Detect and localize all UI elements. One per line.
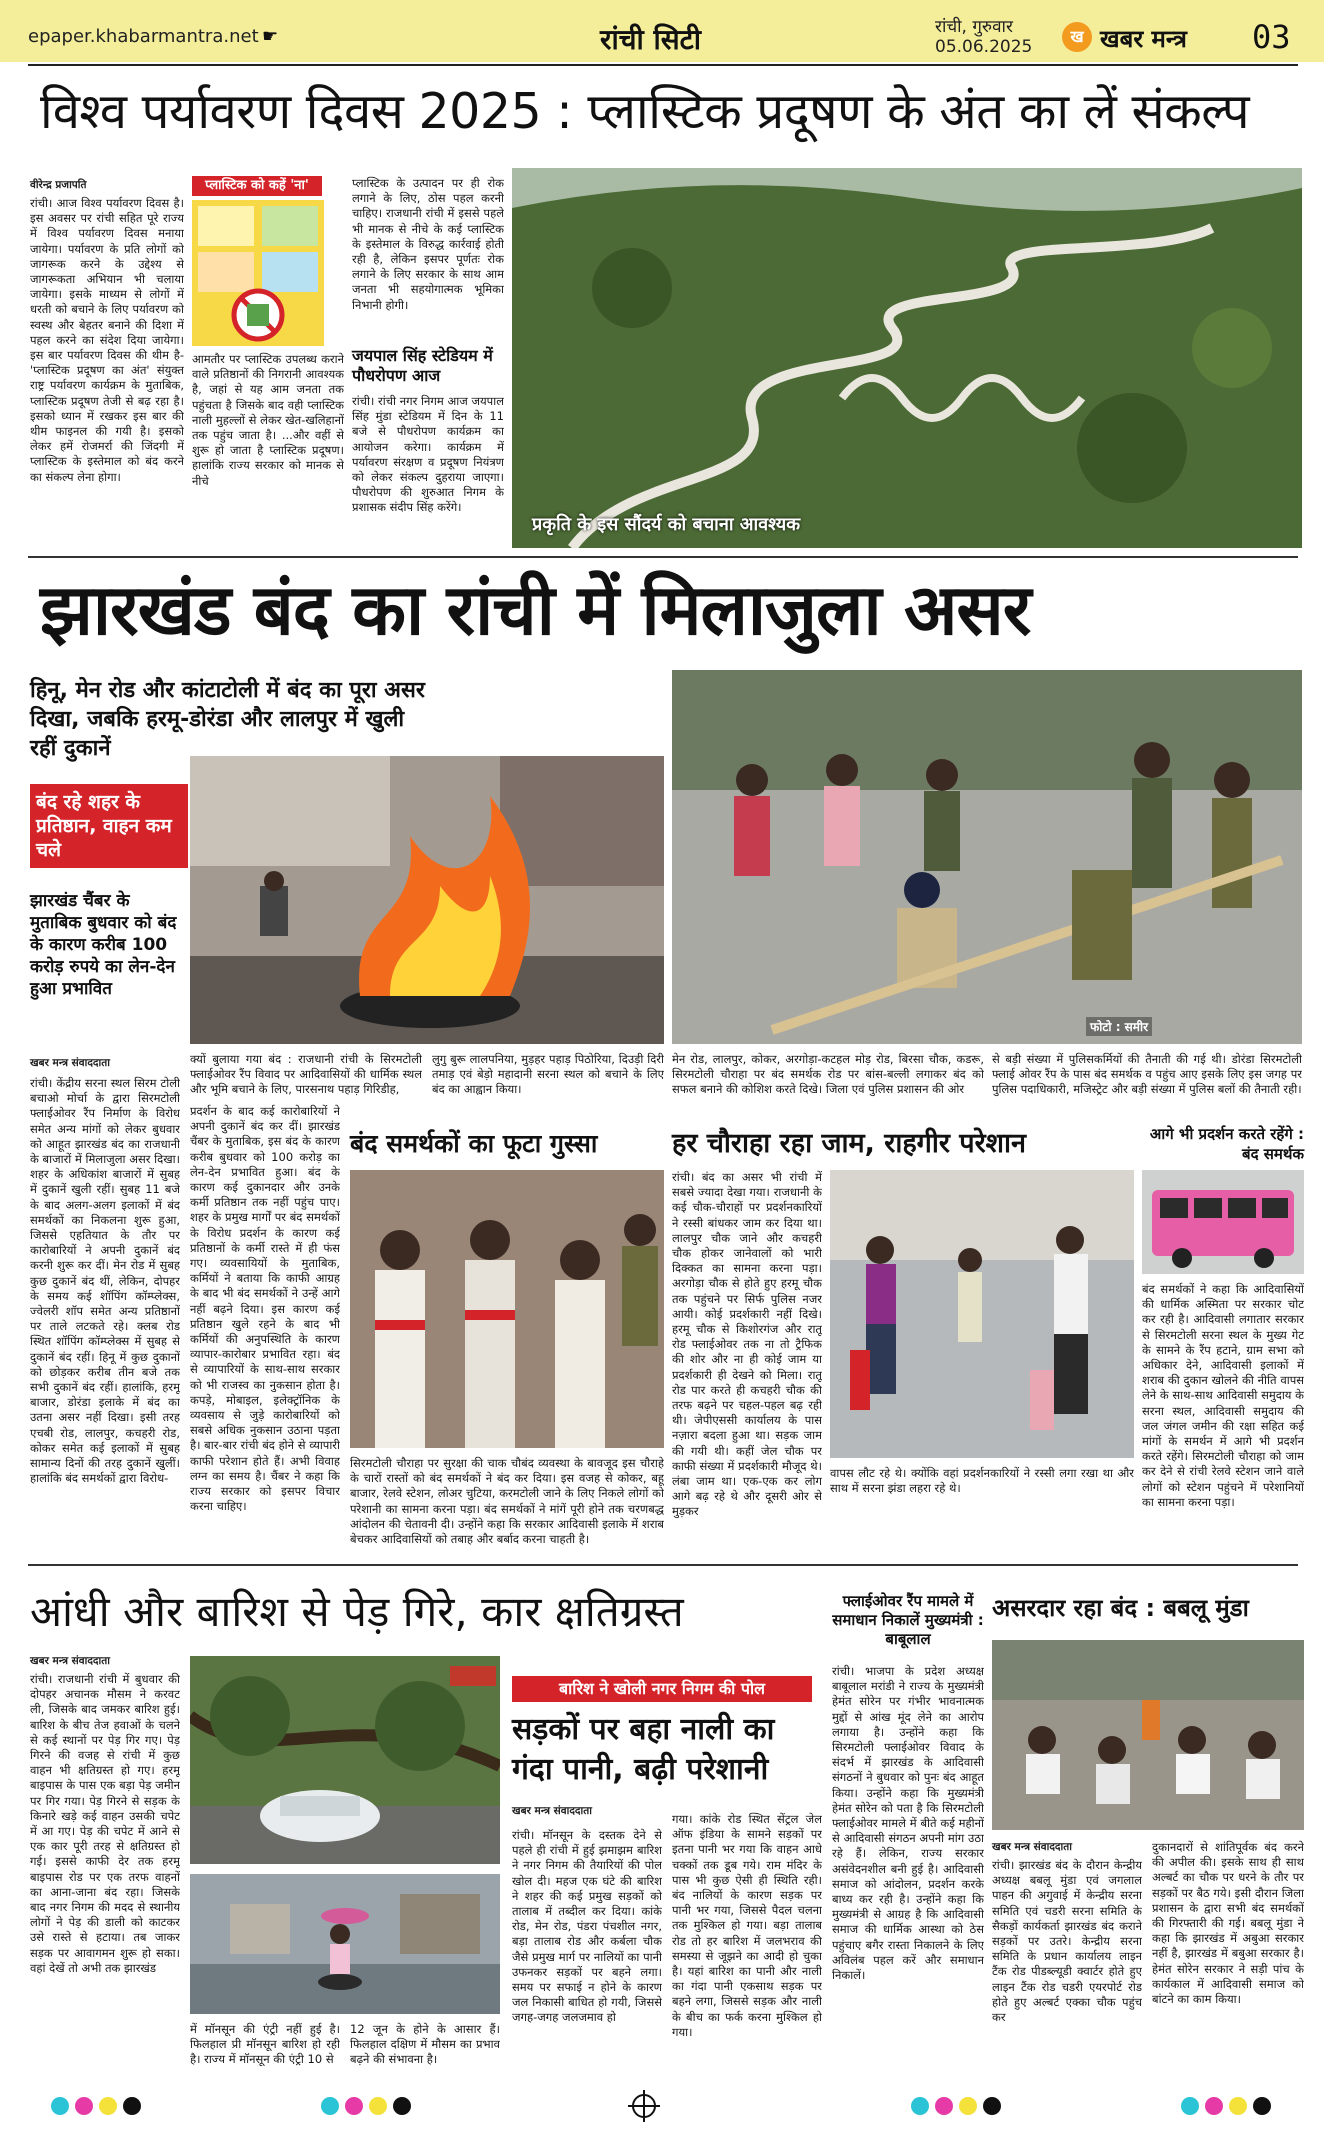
sit-in-photo [992, 1640, 1304, 1830]
fallen-tree-photo [190, 1656, 500, 1864]
story3-col1: रांची। राजधानी रांची में बुधवार की दोपहर अचानक मौसम ने करवट ली, जिसके बाद जमकर बारिश हुई। बारिश के बीच तेज हवाओं के चलने से कई स्थानों पर पेड़ गिर गए। पेड़ गिरने की वजह से रांची में कुछ वाहन भी क्षतिग्रस्त हो गए। हरमू बाइपास के पास एक बड़ा पेड़ जमीन पर गिर गया। पेड़ गिरने से सड़क के किनारे खड़े कई वाहन उसकी चपेट में आ गए। पेड़ की चपेट में आने से एक कार पूरी तरह से क्षतिग्रस्त हो गई। इससे काफी देर तक हरमू बाइपास रोड पर एक तरफ वाहनों का आना-जाना बंद रहा। जिसके बाद नगर निगम की मदद से स्थानीय लोगों ने पेड़ की डाली को काटकर उसे रास्ते से हटाया। तब जाकर सड़क पर आवागमन शुरू हो सका। वहां देखें तो अभी तक झारखंड [30, 1672, 180, 1975]
rain-scooter-photo [190, 1874, 500, 2014]
story3-bottom-b: 12 जून के होने के आसार हैं। फिलहाल दक्षिण में मौसम का प्रभाव बढ़ने की संभावना है। [350, 2022, 500, 2067]
boxC-text: बंद समर्थकों ने कहा कि आदिवासियों की धार्मिक अस्मिता पर सरकार चोट कर रही है। आदिवासी लगातार सरकार से सिरमटोली सरना स्थल के मुख्य गेट के सामने के रैंप हटाने, ग्राम सभा को अधिकार देने, आदिवासी इलाकों में शराब की दुकान खोलने की नीति वापस लेने के साथ-साथ आदिवासी समुदाय के सरना स्थल, आदिवासी समुदाय की जल जंगल जमीन की रक्षा सहित कई मांगों के समर्थन में आगे भी प्रदर्शन करते रहेंगे। सिरमटोली चौराहा को जाम कर देने से रांची रेलवे स्टेशन जाने वाले लोगों को स्टेशन पहुंचने में परेशानियों का सामना करना पड़ा। [1142, 1282, 1304, 1509]
boxB-text2: वापस लौट रहे थे। क्योंकि वहां प्रदर्शनकारियों ने रस्सी लगा रखा था और साथ में सरना झंडा लहरा रहे थे। [830, 1466, 1134, 1496]
page-number: 03 [1252, 18, 1291, 56]
story1-subhead: जयपाल सिंह स्टेडियम में पौधरोपण आज [352, 346, 493, 385]
protest-crowd-photo [350, 1170, 664, 1448]
story2-red-box: बंद रहे शहर के प्रतिष्ठान, वाहन कम चले [30, 784, 188, 868]
story2-strip-d: से बड़ी संख्या में पुलिसकर्मियों की तैनाती की गई थी। डोरंडा सिरमटोली फ्लाई ओवर रैंप के पास बंद समर्थक व पहुंच आए इसके लिए इस जगह पर पुलिस पदाधिकारी, मजिस्ट्रेट और बड़ी संख्या में पुलिस बलों की तैनाती रही। [992, 1052, 1302, 1097]
masthead-date: 05.06.2025 [935, 37, 1033, 57]
story4-headline: सड़कों पर बहा नाली का गंदा पानी, बढ़ी परेशानी [512, 1712, 775, 1787]
story2-strip-a: क्यों बुलाया गया बंद : राजधानी रांची के सिरमटोली फ्लाईओवर रैंप विवाद पर आदिवासियों की धार्मिक स्थल और भूमि बचाने के लिए, पारसनाथ पहाड़ गिरिडीह, [190, 1052, 422, 1097]
plastic-infographic [192, 200, 324, 346]
story5-text: रांची। भाजपा के प्रदेश अध्यक्ष बाबूलाल मरांडी ने राज्य के मुख्यमंत्री हेमंत सोरेन पर गंभीर भावनात्मक मुद्दों से आंख मूंद लेने का आरोप लगाया है। उन्होंने कहा कि सिरमटोली फ्लाईओवर विवाद के संदर्भ में झारखंड के आदिवासी संगठनों ने बुधवार को पुनः बंद आहूत किया। उन्होंने कहा कि मुख्यमंत्री हेमंत सोरेन को पता है कि सिरमटोली फ्लाईओवर मामले में बीते कई महीनों से आदिवासी संगठन अपनी मांग उठा रहे हैं। लेकिन, राज्य सरकार असंवेदनशील बनी हुई है। आदिवासी समाज को आंदोलन, प्रदर्शन करके बाध्य कर रही है। उन्होंने कहा कि मुख्यमंत्री से आग्रह है कि आदिवासी समाज की धार्मिक आस्था को ठेस पहुंचाए बगैर रास्ता निकालने के लिए अविलंब पहल करें और समाधान निकालें। [832, 1664, 984, 1983]
story2-pullquote: झारखंड चैंबर के मुताबिक बुधवार को बंद के कारण करीब 100 करोड़ रुपये का लेन-देन हुआ प्रभावित [30, 891, 177, 999]
story4-col1: रांची। मॉनसून के दस्तक देने से पहले ही रांची में हुई झमाझम बारिश ने नगर निगम की तैयारियों की पोल खोल दी। महज एक घंटे की बारिश ने शहर की कई प्रमुख सड़कों को तालाब में तब्दील कर दिया। कांके रोड, मेन रोड, पंडरा पंचशील नगर, बड़ा तालाब रोड और कर्बला चौक जैसे प्रमुख मार्ग पर नालियों का पानी उफनकर सड़कों पर बहने लगा। समय पर सफाई न होने के कारण जल निकासी बाधित हो गयी, जिससे जगह-जगह जलजमाव हो [512, 1828, 662, 2025]
story4-byline: खबर मन्त्र संवाददाता [512, 1805, 592, 1817]
story2-strip-b: लुगु बुरू लालपनिया, मुड़हर पहाड़ पिठोरिया, दिउड़ी दिरी तमाड़ एवं बेड़ो महादानी सरना स्थल को बचाने के लिए बंद का आह्वान किया। [432, 1052, 664, 1097]
story6-headline: असरदार रहा बंद : बबलू मुंडा [992, 1594, 1249, 1622]
story1-byline: वीरेन्द्र प्रजापति [30, 179, 87, 191]
photo-credit: फोटो : समीर [1086, 1017, 1152, 1036]
story1-col2-bottom: आमतौर पर प्लास्टिक उपलब्ध कराने वाले प्रतिष्ठानों की निगरानी आवश्यक है, जहां से यह आम जनता तक पहुंचता है जिसके बाद वही प्लास्टिक नाली मुहल्लों से लेकर खेत-खलिहानों तक पहुंच जाता है। ...और वहीं से शुरू हो जाता है प्लास्टिक प्रदूषण। हालांकि राज्य सरकार को मानक से नीचे [192, 352, 344, 488]
story4-tag: बारिश ने खोली नगर निगम की पोल [512, 1676, 812, 1702]
cursor-icon: ☛ [262, 26, 279, 47]
story6-col1: रांची। झारखंड बंद के दौरान केन्द्रीय अध्यक्ष बबलू मुंडा एवं जगलाल पाहन की अगुवाई में केन्द्रीय सरना समिति एवं चडरी सरना समिति के सैकड़ों कार्यकर्ता झारखंड बंद कराने सड़कों पर उतरे। केन्द्रीय सरना समिति के प्रधान कार्यालय लाइन टैंक रोड पीडब्ल्यूडी क्वार्टर होते हुए लाइन टैंक रोड चडरी एयरपोर्ट रोड होते हुए अल्बर्ट एक्का चौक पहुंच कर [992, 1858, 1142, 2025]
story6-col2: दुकानदारों से शांतिपूर्वक बंद करने की अपील की। इसके साथ ही साथ अल्बर्ट का चौक पर धरने के तौर पर सड़कों पर बैठ गये। इसी दौरान जिला प्रशासन के द्वारा सभी बंद समर्थकों की गिरफ्तारी की गई। बबलू मुंडा ने कहा कि झारखंड में अबुआ सरकार नहीं है, झारखंड में बबुआ सरकार है। हेमंत सोरेन सरकार ने सड़ी पांच के कार्यकाल में आदिवासी समाज को बांटने का काम किया। [1152, 1840, 1304, 2007]
story2-headline: झारखंड बंद का रांची में मिलाजुला असर [40, 568, 1031, 651]
boxA-text: सिरमटोली चौराहा पर सुरक्षा की चाक चौबंद व्यवस्था के बावजूद इस चौराहे के चारों रास्तों को बंद समर्थकों ने बंद कर दिया। इस वजह से कोकर, बहू बाजार, रेलवे स्टेशन, लोअर चुटिया, करमटोली जाने के लिए निकले लोगों को परेशानी का सामना करना पड़ा। बंद समर्थकों ने मांगें पूरी होने तक चरणबद्ध आंदोलन की चेतावनी दी। उन्होंने कहा कि सरकार आदिवासी इलाके में शराब बेचकर आदिवासियों को तबाह और बर्बाद करना चाहती है। [350, 1456, 664, 1547]
hill-road-photo [512, 168, 1302, 548]
story2-strip-c: मेन रोड, लालपुर, कोकर, अरगोड़ा-कटहल मोड़ रोड, बिरसा चौक, कडरू, सिरमटोली चौराहा पर बंद समर्थक रोड पर बांस-बल्ली लगाकर बंद को सफल बनाने की कोशिश करते दिखे। जिला एवं पुलिस प्रशासन की ओर [672, 1052, 984, 1097]
story2-col1: रांची। केंद्रीय सरना स्थल सिरम टोली बचाओ मोर्चा के द्वारा सिरमटोली फ्लाईओवर रैंप निर्माण के विरोध समेत अन्य मांगों को लेकर बुधवार को आहूत झारखंड बंद का राजधानी के बाजारों में मिलाजुला असर दिखा। शहर के अधिकांश बाजारों में सुबह में दुकानें खुली रहीं। सुबह 11 बजे के बाद अलग-अलग इलाकों में बंद समर्थकों का निकलना शुरू हुआ, जिससे एहतियात के तौर पर कारोबारियों ने अपनी दुकानें बंद करनी शुरू कर दीं। मेन रोड में सुबह कुछ दुकानें बंद थीं, लेकिन, दोपहर के समय कई शॉपिंग कॉम्प्लेक्स, ज्वेलरी शॉप समेत अन्य प्रतिष्ठानों पर ताले लटकते रहे। क्लब रोड स्थित शॉपिंग कॉम्प्लेक्स में सुबह से दुकानें बंद रहीं। हिनू में कुछ दुकानों को छोड़कर करीब तीन बजे तक सभी दुकानें बंद रहीं। हालांकि, हरमू बाजार, डोरंडा इलाके में बंद का उतना असर नहीं दिखा। इसी तरह एचबी रोड, लालपुर, कचहरी रोड, कोकर समेत कई इलाकों में सुबह सामान्य दिनों की तरह दुकानें खुलीं। हालांकि बंद समर्थकों द्वारा विरोध- [30, 1076, 180, 1486]
divider [28, 556, 1298, 558]
story4-col2: गया। कांके रोड स्थित सेंट्रल जेल ऑफ इंडिया के सामने सड़कों पर इतना पानी भर गया कि वाहन आधे चक्कों तक डूब गये। राम मंदिर के पास भी कुछ ऐसी ही स्थिति रही। बंद नालियों के कारण सड़क पर पानी भर गया, जिससे पैदल चलना तक मुश्किल हो गया। बड़ा तालाब रोड तो हर बारिश में जलभराव की समस्या से जूझने का आदी हो चुका है। यहां बारिश का पानी और नाली का गंदा पानी एकसाथ सड़क पर बहने लगा, जिससे सड़क और नाली के बीच का फर्क करना मुश्किल हो गया। [672, 1812, 822, 2039]
section-title: रांची सिटी [600, 23, 702, 56]
brand-name: खबर मन्त्र [1100, 25, 1187, 53]
story3-headline: आंधी और बारिश से पेड़ गिरे, कार क्षतिग्रस्त [30, 1587, 684, 1636]
story2-byline: खबर मन्त्र संवाददाता [30, 1057, 110, 1069]
story2-deck: हिनू, मेन रोड और कांटाटोली में बंद का पूरा असर दिखा, जबकि हरमू-डोरंडा और लालपुर में खुली रहीं दुकानें [30, 678, 425, 761]
boxB-text: रांची। बंद का असर भी रांची में सबसे ज्यादा देखा गया। राजधानी के कई चौक-चौराहों पर प्रदर्शनकारियों ने रस्सी बांधकर जाम कर दिया था। लालपुर चौक जाने और कचहरी चौक होकर जानेवालों को भारी दिक्कत का सामना करना पड़ा। अरगोड़ा चौक से होते हुए हरमू चौक तक पहुंचने पर सिर्फ पुलिस नजर आयी। कोई प्रदर्शकारी नहीं दिखे। हरमू चौक से किशोरगंज और रातू रोड फ्लाईओवर तक ना तो ट्रैफिक की शोर और ना ही कोई जाम या प्रदर्शकारी ही देखने को मिला। रातू रोड पार करते ही कचहरी चौक की तरफ बढ़ने पर चहल-पहल बढ़ रही थी। जेपीएससी कार्यालय के पास नज़ारा बदला हुआ था। सड़क जाम की गयी थी। कहीं जेल चौक पर काफी संख्या में प्रदर्शकारी मौजूद थे। लंबा जाम था। एक-एक कर लोग आगे बढ़ रहे थे और दूसरी ओर से मुड़कर [672, 1170, 822, 1519]
registration-bar [0, 2086, 1324, 2125]
burning-tyre-photo [190, 756, 664, 1044]
divider [28, 1564, 1298, 1566]
story1-col3-bottom: रांची। रांची नगर निगम आज जयपाल सिंह मुंडा स्टेडियम में दिन के 11 बजे से पौधरोपण कार्यक्रम का आयोजन करेगा। कार्यक्रम में पर्यावरण संरक्षण व प्रदूषण नियंत्रण को लेकर संकल्प दुहराया जाएगा। पौधरोपण की शुरुआत निगम के प्रशासक संदीप सिंह करेंगे। [352, 394, 504, 515]
police-clash-photo [672, 670, 1302, 1044]
story1-col1: रांची। आज विश्व पर्यावरण दिवस है। इस अवसर पर रांची सहित पूरे राज्य में विश्व पर्यावरण दिवस मनाया जायेगा। पर्यावरण के प्रति लोगों को जागरूक करने के उद्देश्य से जागरूकता अभियान भी चलाया जायेगा। इसके माध्यम से लोगों में धरती को बचाने के लिए पर्यावरण को स्वस्थ और बेहतर बनाने की दिशा में पहल करने का संदेश दिया जायेगा। इस बार पर्यावरण दिवस की थीम है- 'प्लास्टिक प्रदूषण का अंत' संयुक्त राष्ट्र पर्यावरण कार्यक्रम के मुताबिक, प्लास्टिक प्रदूषण तेजी से बढ़ रहा है। इसको ध्यान में रखकर इस बार की थीम फाइनल की गयी है। इसको लेकर हमें रोजमर्रा की जिंदगी में प्लास्टिक के इस्तेमाल को बंद करने का संकल्प लेना होगा। [30, 196, 184, 484]
story5-headline: फ्लाईओवर रैंप मामले में समाधान निकालें मुख्यमंत्री : बाबूलाल [832, 1592, 984, 1648]
brand-logo-icon: ख [1062, 22, 1092, 52]
story2-col2: प्रदर्शन के बाद कई कारोबारियों ने अपनी दुकानें बंद कर दीं। झारखंड चैंबर के मुताबिक, इस बंद के कारण करीब बुधवार को 100 करोड़ का लेन-देन प्रभावित हुआ। बंद के कारण कई दुकानदार और उनके कर्मी प्रतिष्ठान तक नहीं पहुंच पाए। शहर के प्रमुख मार्गों पर बंद समर्थकों के विरोध प्रदर्शन के कारण कई प्रतिष्ठानों के कर्मी रास्ते में ही फंस गए। व्यवसायियों के मुताबिक, कर्मियों ने बताया कि काफी आग्रह के बाद भी बंद समर्थकों ने उन्हें आगे नहीं बढ़ने दिया। इस कारण कई प्रतिष्ठान खुले रहने के बाद भी कर्मियों की अनुपस्थिति के कारण व्यापार-कारोबार प्रभावित रहा। बंद से व्यापारियों के साथ-साथ सरकार को भी राजस्व का नुकसान होता है। कपड़े, मोबाइल, इलेक्ट्रॉनिक के व्यवसाय से जुड़े कारोबारियों को सबसे अधिक नुकसान उठाना पड़ता है। बार-बार रांची बंद होने से व्यापारी काफी परेशान होते हैं। अभी विवाह लग्न का समय है। चैंबर ने कहा कि राज्य सरकार को इसपर विचार करना चाहिए। [190, 1104, 340, 1514]
story6-byline: खबर मन्त्र संवाददाता [992, 1841, 1072, 1853]
bus-photo [1142, 1170, 1304, 1274]
boxC-headline: आगे भी प्रदर्शन करते रहेंगे : बंद समर्थक [1149, 1125, 1304, 1163]
story3-bottom-a: में मॉनसून की एंट्री नहीं हुई है। फिलहाल प्री मॉनसून बारिश हो रही है। राज्य में मॉनसून की एंट्री 10 से [190, 2022, 340, 2067]
boxB-headline: हर चौराहा रहा जाम, राहगीर परेशान [672, 1128, 1027, 1159]
story1-headline: विश्व पर्यावरण दिवस 2025 : प्लास्टिक प्रदूषण के अंत का लें संकल्प [40, 83, 1250, 140]
boxA-headline: बंद समर्थकों का फूटा गुस्सा [350, 1129, 598, 1158]
masthead-rule [28, 64, 1298, 66]
story1-inset-label: प्लास्टिक को कहें 'ना' [192, 176, 322, 196]
story3-byline: खबर मन्त्र संवाददाता [30, 1655, 110, 1667]
masthead-url[interactable]: epaper.khabarmantra.net [28, 26, 259, 47]
hill-photo-caption: प्रकृति के इस सौंदर्य को बचाना आवश्यक [532, 514, 801, 535]
story1-col3-top: प्लास्टिक के उत्पादन पर ही रोक लगाने के लिए, ठोस पहल करनी चाहिए। राजधानी रांची में इससे पहले भी मानक से नीचे के कई प्लास्टिक के इस्तेमाल के विरुद्ध कार्रवाई होती रही है, लेकिन इसपर पूर्णतः रोक लगाने के लिए सरकार के साथ आम जनता भी सहयोगात्मक भूमिका निभानी होगी। [352, 176, 504, 312]
traffic-jam-photo [830, 1170, 1134, 1458]
masthead-place-day: रांची, गुरुवार [935, 17, 1013, 37]
